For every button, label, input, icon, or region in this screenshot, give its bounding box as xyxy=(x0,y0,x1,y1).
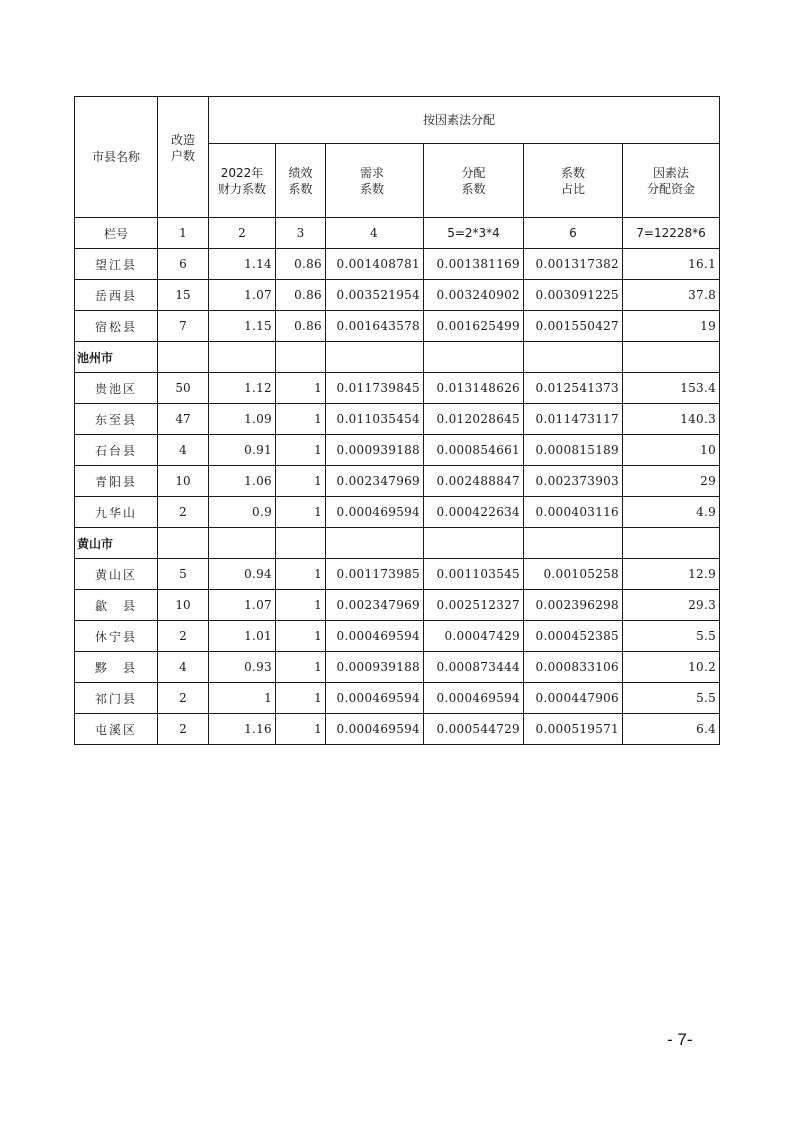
cell-fund: 10 xyxy=(623,435,720,466)
header-alloc-coef: 分配 系数 xyxy=(424,144,524,218)
header-households xyxy=(158,97,209,218)
cell-fund xyxy=(623,342,720,373)
cell-households: 2 xyxy=(158,683,209,714)
cell-alloc: 0.001103545 xyxy=(424,559,524,590)
cell-households: 2 xyxy=(158,621,209,652)
cell-perf: 1 xyxy=(276,714,326,745)
cell-demand: 0.000469594 xyxy=(326,497,424,528)
cell-name: 九华山 xyxy=(75,497,158,528)
header-row-1 xyxy=(75,97,720,144)
cell-households: 10 xyxy=(158,590,209,621)
cell-alloc: 0.000854661 xyxy=(424,435,524,466)
cell-households: 47 xyxy=(158,404,209,435)
cell-perf: 1 xyxy=(276,373,326,404)
cell-fin: 1.15 xyxy=(209,311,276,342)
page-number: - 7- xyxy=(667,1030,693,1049)
cell-name: 贵池区 xyxy=(75,373,158,404)
cell-name: 祁门县 xyxy=(75,683,158,714)
cell-alloc: 0.012028645 xyxy=(424,404,524,435)
header-name: 市县名称 xyxy=(75,97,158,218)
cell-fund: 29 xyxy=(623,466,720,497)
cell-perf: 1 xyxy=(276,435,326,466)
colnum-3: 3 xyxy=(276,218,326,249)
cell-alloc: 0.000469594 xyxy=(424,683,524,714)
cell-perf: 1 xyxy=(276,404,326,435)
cell-fund: 140.3 xyxy=(623,404,720,435)
cell-fin: 1.12 xyxy=(209,373,276,404)
allocation-table xyxy=(74,96,720,745)
cell-perf: 1 xyxy=(276,683,326,714)
cell-perf xyxy=(276,528,326,559)
cell-households: 4 xyxy=(158,652,209,683)
cell-share: 0.00105258 xyxy=(524,559,623,590)
cell-fin: 1.06 xyxy=(209,466,276,497)
cell-alloc: 0.003240902 xyxy=(424,280,524,311)
table-row xyxy=(75,621,720,652)
cell-perf: 0.86 xyxy=(276,311,326,342)
cell-fin: 0.93 xyxy=(209,652,276,683)
cell-share: 0.000403116 xyxy=(524,497,623,528)
cell-fin xyxy=(209,342,276,373)
table-row xyxy=(75,435,720,466)
colnum-5: 5=2*3*4 xyxy=(424,218,524,249)
cell-fin: 1.07 xyxy=(209,590,276,621)
cell-name: 石台县 xyxy=(75,435,158,466)
table-row xyxy=(75,373,720,404)
cell-perf: 1 xyxy=(276,652,326,683)
cell-households: 6 xyxy=(158,249,209,280)
header-perf-coef: 绩效 系数 xyxy=(276,144,326,218)
cell-fund: 12.9 xyxy=(623,559,720,590)
cell-demand: 0.002347969 xyxy=(326,466,424,497)
cell-demand: 0.011739845 xyxy=(326,373,424,404)
cell-households xyxy=(158,342,209,373)
cell-fund: 37.8 xyxy=(623,280,720,311)
table-row xyxy=(75,714,720,745)
cell-share: 0.000833106 xyxy=(524,652,623,683)
cell-fin: 1 xyxy=(209,683,276,714)
table-row xyxy=(75,404,720,435)
cell-fund: 29.3 xyxy=(623,590,720,621)
colnum-7: 7=12228*6 xyxy=(623,218,720,249)
cell-alloc: 0.000873444 xyxy=(424,652,524,683)
header-coef-share: 系数 占比 xyxy=(524,144,623,218)
cell-alloc xyxy=(424,528,524,559)
colnum-label: 栏号 xyxy=(75,218,158,249)
cell-demand: 0.000469594 xyxy=(326,714,424,745)
cell-households: 15 xyxy=(158,280,209,311)
cell-alloc xyxy=(424,342,524,373)
cell-households: 4 xyxy=(158,435,209,466)
cell-demand: 0.000469594 xyxy=(326,683,424,714)
cell-perf: 1 xyxy=(276,590,326,621)
cell-name: 东至县 xyxy=(75,404,158,435)
cell-demand: 0.001408781 xyxy=(326,249,424,280)
cell-demand: 0.001643578 xyxy=(326,311,424,342)
cell-demand: 0.002347969 xyxy=(326,590,424,621)
colnum-2: 2 xyxy=(209,218,276,249)
table-row xyxy=(75,683,720,714)
cell-demand: 0.003521954 xyxy=(326,280,424,311)
table-row xyxy=(75,311,720,342)
cell-name: 黄山区 xyxy=(75,559,158,590)
cell-fund: 5.5 xyxy=(623,621,720,652)
cell-households: 2 xyxy=(158,714,209,745)
cell-alloc: 0.000544729 xyxy=(424,714,524,745)
cell-households xyxy=(158,528,209,559)
cell-share: 0.003091225 xyxy=(524,280,623,311)
cell-alloc: 0.002512327 xyxy=(424,590,524,621)
cell-perf: 1 xyxy=(276,559,326,590)
city-group-row xyxy=(75,528,720,559)
cell-perf: 1 xyxy=(276,497,326,528)
cell-alloc: 0.002488847 xyxy=(424,466,524,497)
cell-households: 50 xyxy=(158,373,209,404)
cell-fin: 0.91 xyxy=(209,435,276,466)
column-number-row xyxy=(75,218,720,249)
cell-demand: 0.000939188 xyxy=(326,652,424,683)
cell-fund: 19 xyxy=(623,311,720,342)
cell-share: 0.000447906 xyxy=(524,683,623,714)
cell-share: 0.000519571 xyxy=(524,714,623,745)
cell-households: 10 xyxy=(158,466,209,497)
cell-fin: 1.07 xyxy=(209,280,276,311)
cell-name: 黄山市 xyxy=(75,528,158,559)
header-households-line1: 改造 xyxy=(170,133,195,147)
cell-share xyxy=(524,528,623,559)
cell-share: 0.000452385 xyxy=(524,621,623,652)
table-row xyxy=(75,652,720,683)
cell-alloc: 0.000422634 xyxy=(424,497,524,528)
header-factor-group: 按因素法分配 xyxy=(209,97,720,144)
header-factor-fund: 因素法 分配资金 xyxy=(623,144,720,218)
cell-share: 0.002373903 xyxy=(524,466,623,497)
cell-name: 黟 县 xyxy=(75,652,158,683)
cell-name: 宿松县 xyxy=(75,311,158,342)
cell-fund: 10.2 xyxy=(623,652,720,683)
cell-households: 7 xyxy=(158,311,209,342)
cell-alloc: 0.001381169 xyxy=(424,249,524,280)
cell-households: 5 xyxy=(158,559,209,590)
table-row xyxy=(75,466,720,497)
cell-name: 屯溪区 xyxy=(75,714,158,745)
cell-share: 0.001317382 xyxy=(524,249,623,280)
cell-households: 2 xyxy=(158,497,209,528)
cell-fin xyxy=(209,528,276,559)
cell-fund xyxy=(623,528,720,559)
cell-fund: 4.9 xyxy=(623,497,720,528)
cell-demand xyxy=(326,342,424,373)
colnum-1: 1 xyxy=(158,218,209,249)
cell-fin: 1.16 xyxy=(209,714,276,745)
cell-perf: 0.86 xyxy=(276,249,326,280)
cell-name: 岳西县 xyxy=(75,280,158,311)
cell-share: 0.001550427 xyxy=(524,311,623,342)
header-households-line2: 户数 xyxy=(170,149,195,163)
table-row xyxy=(75,249,720,280)
cell-name: 池州市 xyxy=(75,342,158,373)
table-row xyxy=(75,280,720,311)
city-group-row xyxy=(75,342,720,373)
cell-fin: 0.9 xyxy=(209,497,276,528)
cell-fin: 1.09 xyxy=(209,404,276,435)
table-row xyxy=(75,497,720,528)
cell-fund: 153.4 xyxy=(623,373,720,404)
cell-demand: 0.011035454 xyxy=(326,404,424,435)
cell-fin: 1.01 xyxy=(209,621,276,652)
cell-share: 0.012541373 xyxy=(524,373,623,404)
cell-fund: 6.4 xyxy=(623,714,720,745)
header-demand-coef: 需求 系数 xyxy=(326,144,424,218)
colnum-4: 4 xyxy=(326,218,424,249)
cell-share: 0.011473117 xyxy=(524,404,623,435)
cell-alloc: 0.00047429 xyxy=(424,621,524,652)
cell-name: 休宁县 xyxy=(75,621,158,652)
cell-alloc: 0.013148626 xyxy=(424,373,524,404)
cell-perf xyxy=(276,342,326,373)
cell-name: 歙 县 xyxy=(75,590,158,621)
cell-demand: 0.000939188 xyxy=(326,435,424,466)
cell-fund: 5.5 xyxy=(623,683,720,714)
colnum-6: 6 xyxy=(524,218,623,249)
cell-demand: 0.001173985 xyxy=(326,559,424,590)
cell-fin: 0.94 xyxy=(209,559,276,590)
cell-share xyxy=(524,342,623,373)
cell-demand xyxy=(326,528,424,559)
cell-name: 望江县 xyxy=(75,249,158,280)
cell-fin: 1.14 xyxy=(209,249,276,280)
table-row xyxy=(75,590,720,621)
cell-share: 0.002396298 xyxy=(524,590,623,621)
cell-perf: 1 xyxy=(276,621,326,652)
cell-perf: 1 xyxy=(276,466,326,497)
cell-alloc: 0.001625499 xyxy=(424,311,524,342)
table-row xyxy=(75,559,720,590)
cell-perf: 0.86 xyxy=(276,280,326,311)
cell-demand: 0.000469594 xyxy=(326,621,424,652)
cell-share: 0.000815189 xyxy=(524,435,623,466)
cell-fund: 16.1 xyxy=(623,249,720,280)
cell-name: 青阳县 xyxy=(75,466,158,497)
header-fin-coef: 2022年 财力系数 xyxy=(209,144,276,218)
